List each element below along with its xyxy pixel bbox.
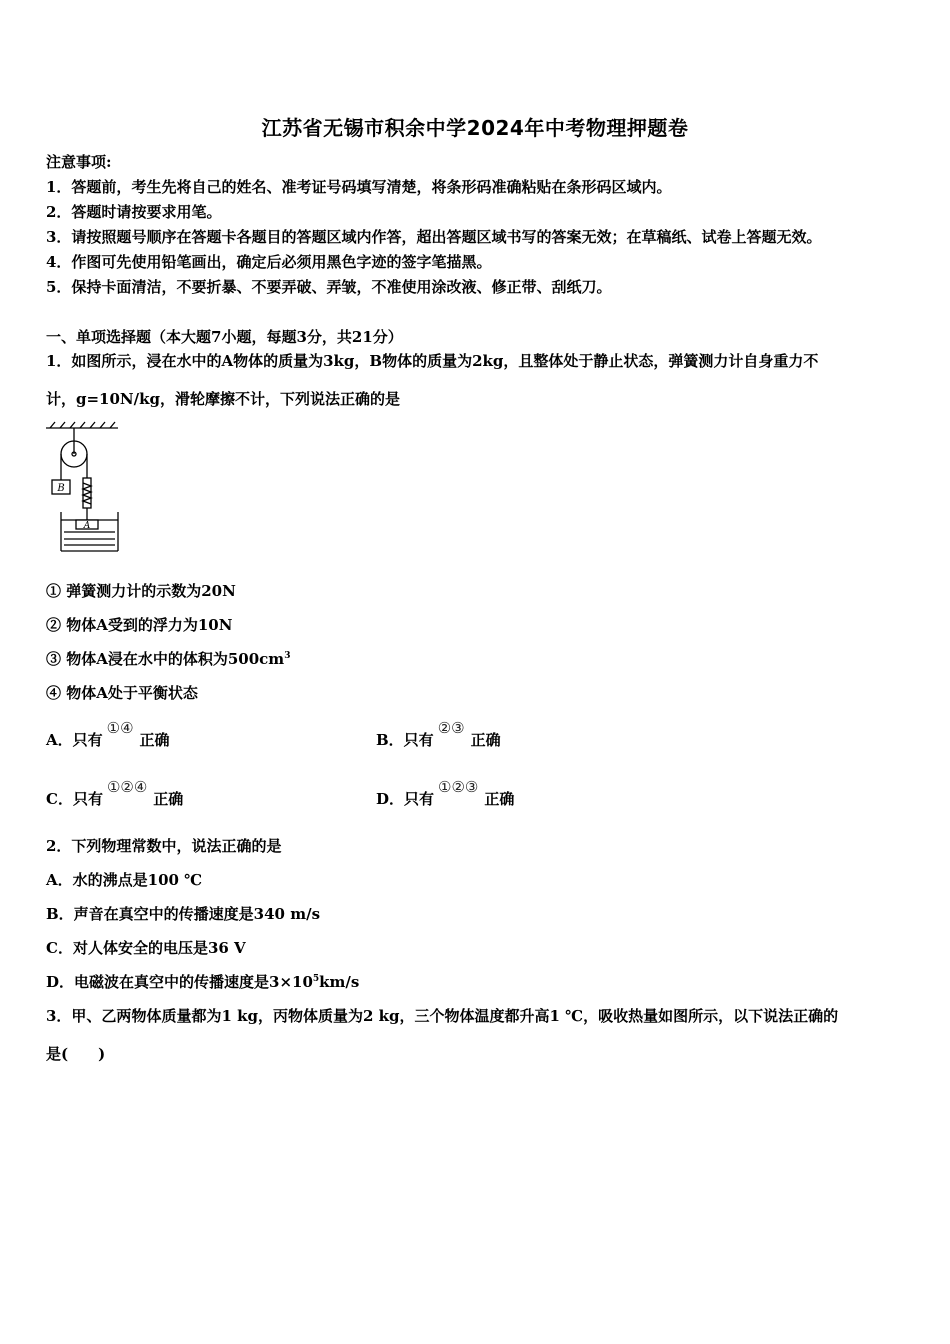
q1-option-c-circles: ①②④: [106, 778, 148, 796]
q2-option-d[interactable]: [46, 972, 359, 992]
q1-option-a-letter: A．只有: [46, 731, 103, 749]
page-title: 江苏省无锡市积余中学2024年中考物理押题卷: [261, 116, 689, 140]
q1-option-b-letter: B．只有: [376, 731, 434, 749]
statement-2: ② 物体A受到的浮力为10N: [46, 616, 233, 634]
q1-option-c-letter: C．只有: [46, 790, 103, 808]
q1-option-b[interactable]: [376, 719, 501, 750]
section-heading: 一、单项选择题（本大题7小题，每题3分，共21分）: [46, 328, 403, 346]
question-3-stem-line1: 3．甲、乙两物体质量都为1 kg，丙物体质量为2 kg，三个物体温度都升高1 ℃，吸收热量如图所示，以下说法正确的: [46, 1007, 839, 1025]
q1-option-a-suffix: 正确: [139, 731, 170, 749]
notice-item: 4．作图可先使用铅笔画出，确定后必须用黑色字迹的签字笔描黑。: [46, 253, 492, 271]
q1-option-c-suffix: 正确: [153, 790, 184, 808]
q2-option-d-pre: D．电磁波在真空中的传播速度是3×10: [46, 973, 313, 991]
q1-option-d-suffix: 正确: [484, 790, 515, 808]
question-1-stem-line1: 1．如图所示，浸在水中的A物体的质量为3kg，B物体的质量为2kg，且整体处于静止状态，弹簧测力计自身重力不: [46, 352, 819, 370]
notice-item: 5．保持卡面清洁，不要折暴、不要弄破、弄皱，不准使用涂改液、修正带、刮纸刀。: [46, 278, 612, 296]
q1-option-b-circles: ②③: [437, 719, 465, 737]
statement-3: [46, 649, 290, 669]
q1-option-b-suffix: 正确: [470, 731, 501, 749]
notice-item: 1．答题前，考生先将自己的姓名、准考证号码填写清楚，将条形码准确粘贴在条形码区域内。: [46, 178, 672, 196]
notice-item: 3．请按照题号顺序在答题卡各题目的答题区域内作答，超出答题区域书写的答案无效；在草稿纸、试卷上答题无效。: [46, 228, 822, 246]
q1-option-a[interactable]: [46, 719, 170, 750]
statement-1: ① 弹簧测力计的示数为20N: [46, 582, 236, 600]
question-1-stem-line2: 计，g=10N/kg，滑轮摩擦不计，下列说法正确的是: [46, 390, 401, 408]
q1-option-d[interactable]: [376, 778, 515, 809]
q2-option-a[interactable]: A．水的沸点是100 ℃: [46, 871, 203, 889]
block-b-label: B: [57, 483, 65, 494]
statement-3-text: ③ 物体A浸在水中的体积为500cm: [46, 650, 285, 668]
q2-option-d-sup: 5: [312, 974, 320, 984]
question-3-stem-line2: 是( ): [46, 1045, 106, 1063]
question-2-stem: 2．下列物理常数中，说法正确的是: [46, 837, 282, 855]
statement-3-sup: 3: [284, 651, 291, 661]
block-a-label: A: [83, 521, 91, 531]
q1-option-d-letter: D．只有: [376, 790, 435, 808]
q2-option-d-post: km/s: [319, 973, 360, 991]
q1-option-a-circles: ①④: [106, 719, 134, 737]
notice-heading: 注意事项:: [46, 153, 112, 171]
q1-option-d-circles: ①②③: [438, 778, 479, 796]
notice-item: 2．答题时请按要求用笔。: [46, 203, 222, 221]
pulley-diagram: [44, 420, 124, 555]
q2-option-b[interactable]: B．声音在真空中的传播速度是340 m/s: [46, 905, 321, 923]
q2-option-c[interactable]: C．对人体安全的电压是36 V: [46, 939, 246, 957]
statement-4: ④ 物体A处于平衡状态: [46, 684, 198, 702]
q1-option-c[interactable]: [46, 778, 184, 809]
